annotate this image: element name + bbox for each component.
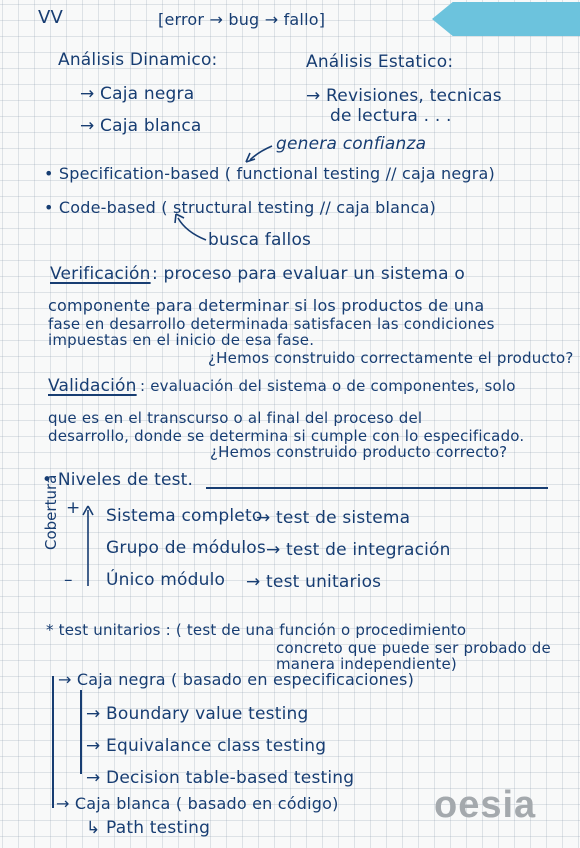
page-title: VV	[38, 7, 64, 28]
validacion-label: Validación	[48, 376, 137, 396]
validacion-question: ¿Hemos construido producto correcto?	[210, 443, 508, 461]
oesia-watermark-logo: oesia	[434, 784, 537, 826]
error-bug-fallo-chain: [error → bug → fallo]	[158, 10, 326, 29]
caja-blanca-item-path: ↳ Path testing	[86, 818, 211, 838]
niveles-title: • Niveles de test.	[42, 470, 194, 490]
static-item-lectura: de lectura . . .	[330, 106, 452, 126]
annotation-busca-fallos: busca fallos	[208, 230, 312, 250]
cobertura-plus: +	[66, 498, 81, 518]
dynamic-analysis-title: Análisis Dinamico:	[58, 50, 218, 70]
verificacion-line-1: : proceso para evaluar un sistema o	[152, 264, 465, 284]
verificacion-line-3: fase en desarrollo determinada satisfacen las condiciones	[48, 315, 495, 333]
unitarios-line-2: concreto que puede ser probado de	[276, 639, 551, 657]
specification-based-line: • Specification-based ( functional testing // caja negra)	[44, 164, 495, 183]
level-right-sistema: → test de sistema	[256, 508, 411, 528]
dynamic-item-caja-blanca: → Caja blanca	[80, 116, 202, 136]
level-left-unico: Único módulo	[106, 570, 226, 590]
caja-blanca-heading: → Caja blanca ( basado en código)	[56, 794, 339, 813]
static-item-revisiones: → Revisiones, tecnicas	[306, 86, 502, 106]
verificacion-question: ¿Hemos construido correctamente el producto?	[208, 349, 574, 367]
level-right-unico: → test unitarios	[246, 572, 382, 592]
level-right-grupo: → test de integración	[266, 540, 451, 560]
verificacion-line-2: componente para determinar si los productos de una	[48, 296, 485, 315]
unitarios-line-3: manera independiente)	[276, 655, 457, 673]
validacion-line-3: desarrollo, donde se determina si cumple con lo especificado.	[48, 427, 525, 445]
caja-negra-item-decision: → Decision table-based testing	[86, 768, 355, 788]
caja-negra-heading: → Caja negra ( basado en especificaciones)	[58, 670, 415, 689]
verificacion-line-4: impuestas en el inicio de esa fase.	[48, 331, 315, 349]
caja-negra-item-boundary: → Boundary value testing	[86, 704, 309, 724]
unitarios-title: * test unitarios : ( test de una función o procedimiento	[46, 621, 467, 639]
static-analysis-title: Análisis Estatico:	[306, 52, 454, 72]
validacion-line-1: : evaluación del sistema o de componentes, solo	[140, 377, 516, 395]
cobertura-minus: –	[64, 570, 73, 590]
caja-negra-item-equivalance: → Equivalance class testing	[86, 736, 327, 756]
verificacion-label: Verificación	[50, 264, 151, 284]
level-left-sistema: Sistema completo	[106, 506, 263, 526]
validacion-line-2: que es en el transcurso o al final del proceso del	[48, 409, 423, 427]
level-left-grupo: Grupo de módulos	[106, 538, 266, 558]
cobertura-axis-label: Cobertura	[42, 474, 60, 550]
dynamic-item-caja-negra: → Caja negra	[80, 84, 195, 104]
annotation-genera-confianza: genera confianza	[276, 134, 427, 154]
code-based-line: • Code-based ( structural testing // caja blanca)	[44, 198, 436, 217]
